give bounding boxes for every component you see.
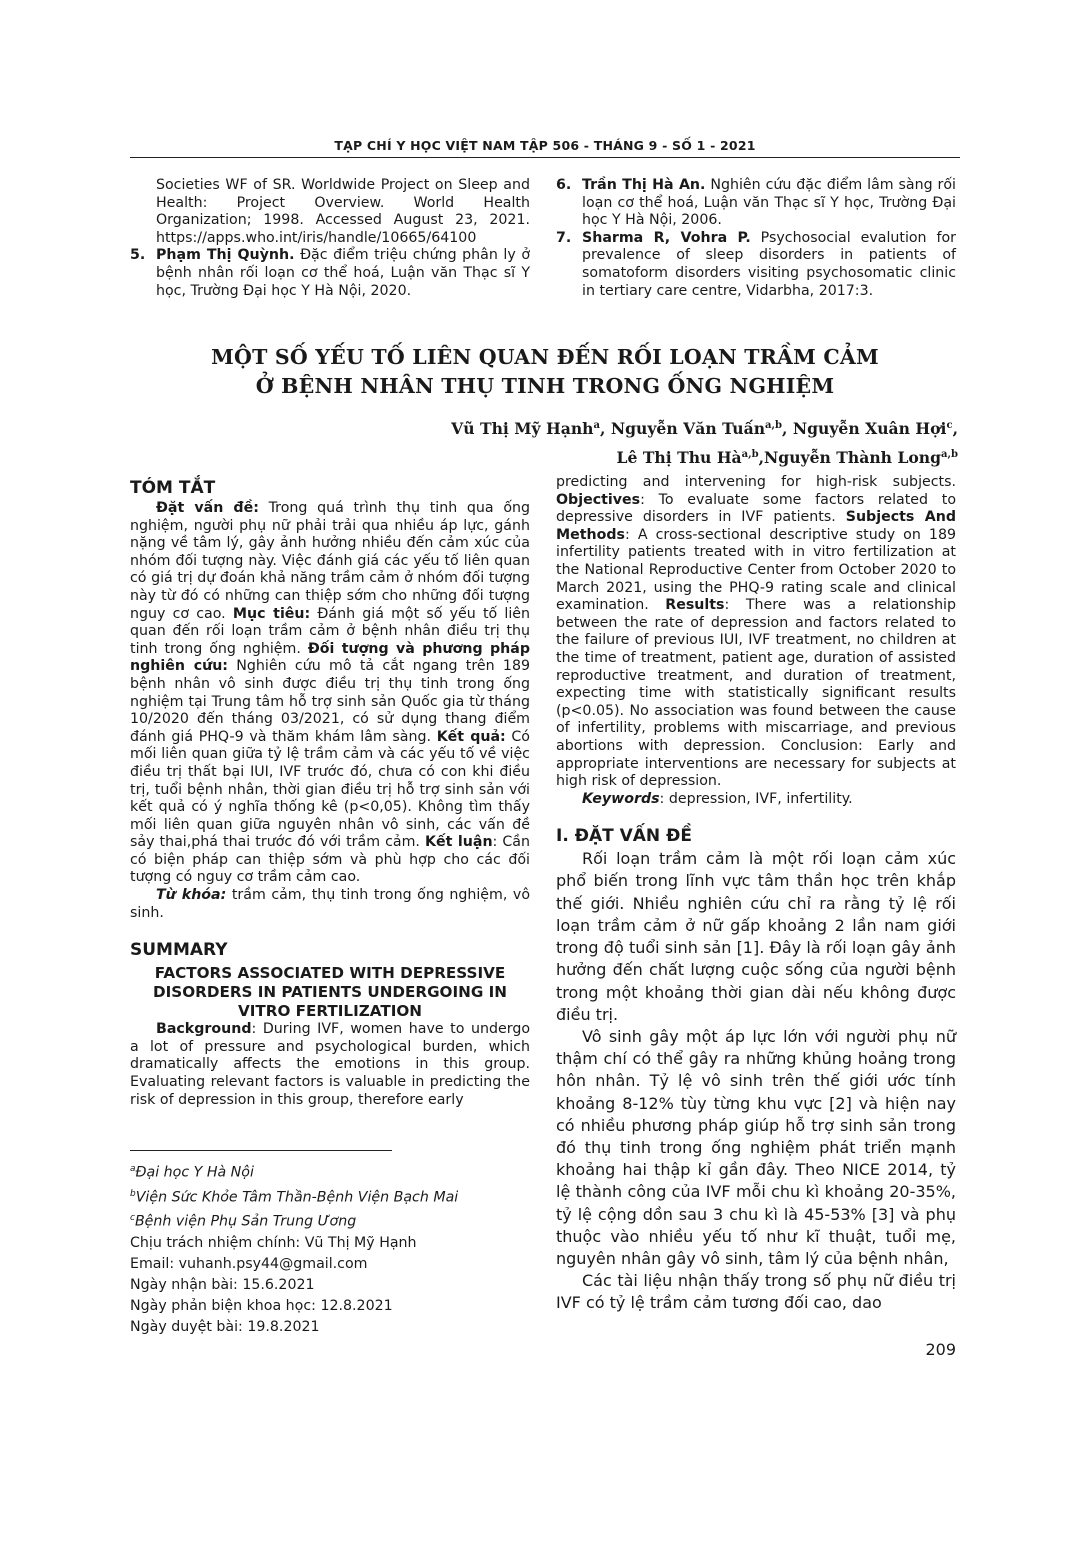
author-name: Lê Thị Thu Hà bbox=[616, 448, 742, 468]
date-reviewed: Ngày phản biện khoa học: 12.8.2021 bbox=[130, 1298, 393, 1315]
abstract-text: Có mối liên quan giữa tỷ lệ trầm cảm và các yếu tố về việc điều trị thất bại IUI, IVF trước đó, chưa có con khi điều trị, tuổi bệnh nhân, thời gian điều trị hỗ trợ sinh sản với kết quả có ý nghĩa thống kê (p<0,05). Không tìm thấy mối liên quan giữa nguyên nhân vô sinh, các vấn đề sảy thai,phá thai trước đó với trầm cảm. bbox=[130, 728, 530, 851]
keywords-en bbox=[556, 791, 956, 809]
label-background: Đặt vấn đề: bbox=[156, 500, 259, 516]
keywords-text: : depression, IVF, infertility. bbox=[659, 790, 853, 807]
affiliation-text: Bệnh viện Phụ Sản Trung Ương bbox=[134, 1214, 357, 1231]
author-separator: , bbox=[758, 448, 765, 468]
footnotes bbox=[130, 1159, 530, 1338]
reference-item bbox=[556, 230, 956, 300]
reference-author: Phạm Thị Quỳnh. bbox=[156, 247, 295, 264]
label-objective: Mục tiêu: bbox=[232, 605, 311, 622]
author-name: Vũ Thị Mỹ Hạnh bbox=[451, 419, 594, 439]
abstract-paragraph bbox=[130, 500, 530, 887]
references-left bbox=[130, 177, 530, 300]
author-separator: , bbox=[600, 419, 611, 439]
email: Email: vuhanh.psy44@gmail.com bbox=[130, 1256, 368, 1273]
summary-text: : During IVF, women have to undergo a lot of pressure and psychological burden, which dramatically affects the emotions in this group. Evaluating relevant factors is valuable in predicting the risk of depression in this group, therefore early bbox=[130, 1021, 530, 1108]
label-methods: Đối tượng và phương pháp nghiên cứu: bbox=[130, 640, 530, 675]
reference-number: 6. bbox=[556, 177, 572, 193]
reference-item: Societies WF of SR. Worldwide Project on Sleep and Health: Project Overview. World Health Organization; 1998. Accessed August 23, 2021. https://apps.who.int/iris/handle/10665/64100 bbox=[156, 177, 530, 246]
left-column bbox=[130, 476, 530, 1109]
summary-text: : To evaluate some factors related to depressive disorders in IVF patients. bbox=[556, 491, 956, 526]
page-number: 209 bbox=[925, 1340, 956, 1359]
affiliation-text: Đại học Y Hà Nội bbox=[135, 1164, 254, 1181]
reference-item bbox=[556, 177, 956, 230]
article-title bbox=[130, 343, 960, 401]
summary-paragraph bbox=[130, 1021, 530, 1109]
intro-paragraph: Vô sinh gây một áp lực lớn với người phụ nữ thậm chí có thể gây ra những khủng hoảng trong hôn nhân. Tỷ lệ vô sinh trên thế giới ước tính khoảng 8-12% tùy từng khu vực [2] và hiện nay có nhiều phương pháp giúp hỗ trợ sinh sản trong đó thụ tinh trong ống nghiệm phát triển mạnh khoảng hai thập kỉ gần đây. Theo NICE 2014, tỷ lệ thành công của IVF mỗi chu kì khoảng 20-35%, tỷ lệ cộng dồn sau 3 chu kì là 45-53% [3] và phụ thuộc vào nhiều yếu tố như kĩ thuật, tuổi mẹ, nguyên nhân gây vô sinh, tâm lý của bệnh nhân, bbox=[556, 1026, 956, 1268]
reference-author: Trần Thị Hà An. bbox=[582, 177, 706, 193]
abstract-text: : Cần có biện pháp can thiệp sớm và phù hợp cho các đối tượng có nguy cơ trầm cảm cao. bbox=[130, 834, 530, 886]
author-name: Nguyễn Xuân Hợi bbox=[792, 419, 947, 439]
summary-text: : There was a relationship between the rate of depression and factors related to the failure of previous IUI, IVF treatment, no children at the time of treatment, patient age, duration of assisted reproductive treatment, and duration of treatment, expecting time with statistically significant results (p<0.05). No association was found between the cause of infertility, problems with miscarriage, and previous abortions with depression. Conclusion: Early and appropriate interventions are necessary for subjects at high risk of depression. bbox=[556, 597, 957, 790]
summary-paragraph-cont bbox=[556, 474, 956, 791]
footnote-rule bbox=[130, 1150, 392, 1151]
keywords-label: Keywords bbox=[582, 790, 660, 807]
author-list bbox=[258, 413, 958, 471]
keywords-label: Từ khóa: bbox=[156, 887, 227, 904]
reference-number: 5. bbox=[130, 247, 146, 264]
reference-text: Nghiên cứu đặc điểm lâm sàng rối loạn cơ thể hoá, Luận văn Thạc sĩ Y học, Trường Đại học Y Hà Nội, 2006. bbox=[582, 177, 956, 229]
affiliation-b: $^b$Viện Sức Khỏe Tâm Thần-Bệnh Viện Bạch Mai bbox=[130, 1188, 459, 1206]
intro-heading: I. ĐẶT VẤN ĐỀ bbox=[556, 826, 692, 847]
affiliation-text: Viện Sức Khỏe Tâm Thần-Bệnh Viện Bạch Mai bbox=[135, 1189, 459, 1206]
date-received: Ngày nhận bài: 15.6.2021 bbox=[130, 1277, 315, 1294]
abstract-heading: TÓM TẮT bbox=[130, 478, 216, 498]
intro-paragraph: Rối loạn trầm cảm là một rối loạn cảm xúc phổ biến trong lĩnh vực tâm thần học trên khắp thế giới. Nhiều nghiên cứu chỉ ra rằng tỷ lệ rối loạn trầm cảm ở nữ gấp khoảng 2 lần nam giới trong độ tuổi sinh sản [1]. Đây là rối loạn gây ảnh hưởng đến chất lượng cuộc sống của người bệnh trong một khoảng thời gian dài nếu không được điều trị. bbox=[556, 849, 956, 1024]
author-affiliation: a,b bbox=[941, 449, 958, 461]
reference-number: 7. bbox=[556, 229, 572, 246]
label-conclusion: Kết luận bbox=[425, 834, 493, 851]
label-background-en: Background bbox=[156, 1021, 252, 1038]
keywords-text: trầm cảm, thụ tinh trong ống nghiệm, vô sinh. bbox=[130, 887, 530, 921]
article-title-line: Ở BỆNH NHÂN THỤ TINH TRONG ỐNG NGHIỆM bbox=[255, 374, 835, 398]
keywords-vn bbox=[130, 887, 530, 922]
right-column bbox=[556, 474, 956, 1315]
reference-text: Đặc điểm triệu chứng phân ly ở bệnh nhân rối loạn cơ thể hoá, Luận văn Thạc sĩ Y học, Trường Đại học Y Hà Nội, 2020. bbox=[156, 247, 530, 299]
intro-paragraph: Các tài liệu nhận thấy trong số phụ nữ điều trị IVF có tỷ lệ trầm cảm tương đối cao, dao bbox=[556, 1271, 956, 1313]
label-results: Kết quả: bbox=[436, 728, 506, 745]
author-affiliation: a,b bbox=[741, 449, 759, 461]
author-separator: , bbox=[952, 419, 958, 439]
label-results-en: Results bbox=[665, 597, 725, 614]
label-subjects-methods: Subjects And Methods bbox=[556, 509, 956, 543]
abstract-text: Nghiên cứu mô tả cắt ngang trên 189 bệnh nhân vô sinh được điều trị thụ tinh trong ống nghiệm tại Trung tâm hỗ trợ sinh sản Quốc gia từ tháng 10/2020 đến tháng 03/2021, có sử dụng thang điểm đánh giá PHQ-9 và thăm khám lâm sàng. bbox=[130, 658, 530, 745]
running-header: TẠP CHÍ Y HỌC VIỆT NAM TẬP 506 - THÁNG 9 - SỐ 1 - 2021 bbox=[334, 138, 756, 153]
label-objectives: Objectives bbox=[556, 491, 641, 508]
abstract-text: Đánh giá một số yếu tố liên quan đến rối loạn trầm cảm ở bệnh nhân điều trị thụ tinh trong ống nghiệm. bbox=[130, 605, 530, 657]
summary-text: : A cross-sectional descriptive study on 189 infertility patients treated with in vitro fertilization at the National Reproductive Center from October 2020 to March 2021, using the PHQ-9 rating scale and clinical examination. bbox=[556, 526, 956, 614]
author-affiliation: c bbox=[946, 420, 953, 431]
date-accepted: Ngày duyệt bài: 19.8.2021 bbox=[130, 1319, 320, 1336]
header-rule bbox=[130, 157, 960, 158]
article-title-line: MỘT SỐ YẾU TỐ LIÊN QUAN ĐẾN RỐI LOẠN TRẦM CẢM bbox=[211, 345, 879, 369]
author-separator: , bbox=[782, 419, 793, 439]
author-name: Nguyễn Thành Long bbox=[764, 448, 942, 468]
affiliation-a: $^a$Đại học Y Hà Nội bbox=[130, 1164, 254, 1181]
affiliation-c: $^c$Bệnh viện Phụ Sản Trung Ương bbox=[130, 1213, 357, 1231]
references-right bbox=[556, 177, 956, 300]
author-name: Nguyễn Văn Tuấn bbox=[610, 419, 766, 439]
summary-title: FACTORS ASSOCIATED WITH DEPRESSIVE DISORDERS IN PATIENTS UNDERGOING IN VITRO FERTILIZATION bbox=[153, 964, 507, 1021]
reference-item bbox=[130, 247, 530, 300]
abstract-text: Trong quá trình thụ tinh qua ống nghiệm, người phụ nữ phải trải qua nhiều áp lực, gánh nặng về tâm lý, gây ảnh hưởng nhiều đến cảm xúc của nhóm đối tượng này. Việc đánh giá các yếu tố liên quan có giá trị dự đoán khả năng trầm cảm ở nhóm đối tượng này từ đó có những can thiệp sớm cho những đối tượng nguy cơ cao. bbox=[130, 500, 531, 622]
reference-text: Psychosocial evalution for prevalence of sleep disorders in patients of somatoform disorders visiting psychosomatic clinic in tertiary care centre, Vidarbha, 2017:3. bbox=[582, 229, 956, 299]
reference-author: Sharma R, Vohra P. bbox=[582, 229, 751, 246]
summary-heading: SUMMARY bbox=[130, 940, 228, 961]
author-affiliation: a,b bbox=[765, 420, 782, 431]
summary-text: predicting and intervening for high-risk subjects. bbox=[556, 474, 956, 490]
responsible-author: Chịu trách nhiệm chính: Vũ Thị Mỹ Hạnh bbox=[130, 1235, 417, 1252]
author-affiliation: a bbox=[593, 420, 601, 431]
